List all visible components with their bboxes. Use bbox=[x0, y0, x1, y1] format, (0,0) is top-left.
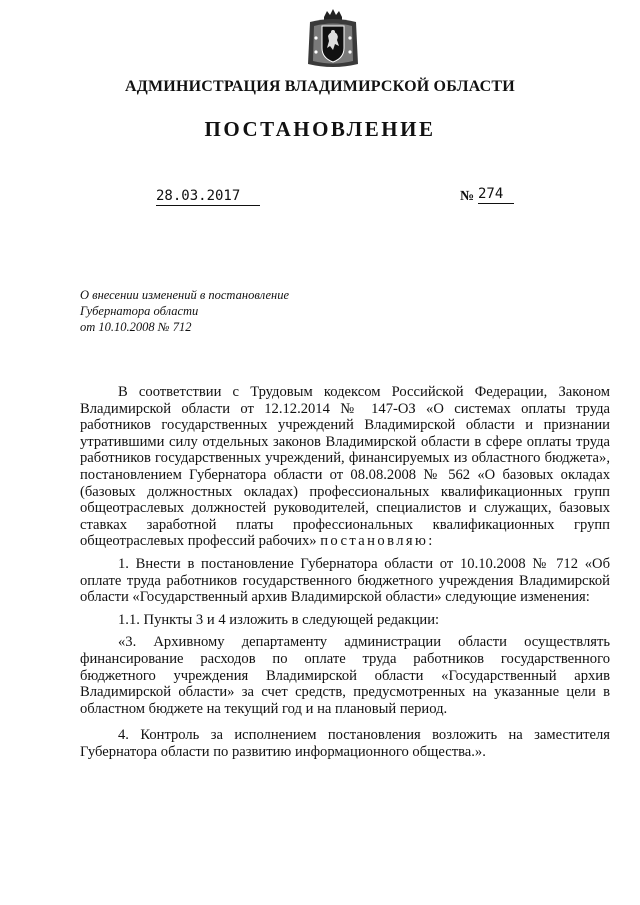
preamble-paragraph bbox=[80, 384, 610, 550]
document-number: 274 bbox=[478, 186, 514, 204]
coat-of-arms-icon bbox=[306, 8, 360, 72]
subject-line: от 10.10.2008 № 712 bbox=[80, 320, 192, 334]
document-body bbox=[80, 384, 610, 760]
paragraph-4: 4. Контроль за исполнением постановления возложить на заместителя Губернатора области по развитию информационного общества.». bbox=[80, 727, 610, 760]
organization-title: АДМИНИСТРАЦИЯ ВЛАДИМИРСКОЙ ОБЛАСТИ bbox=[125, 78, 515, 95]
paragraph-1-1: 1.1. Пункты 3 и 4 изложить в следующей редакции: bbox=[118, 611, 440, 628]
subject-line: Губернатора области bbox=[80, 304, 199, 318]
subject-line: О внесении изменений в постановление bbox=[80, 288, 290, 302]
paragraph-1: 1. Внести в постановление Губернатора области от 10.10.2008 № 712 «Об оплате труда работников государственного бюджетного учреждения Владимирской области «Государственный архив Владимирской области» следующие изменения: bbox=[80, 555, 610, 606]
decree-word: постановляю: bbox=[320, 533, 435, 550]
document-type-title: ПОСТАНОВЛЕНИЕ bbox=[204, 117, 436, 141]
paragraph-3: «3. Архивному департаменту администрации области осуществлять финансирование расходов по оплате труда работников государственного бюджетного учреждения Владимирской области «Государственный архив Владимирской области» за счет средств, предусмотренных на указанные цели в областном бюджете на текущий год и на плановый период. bbox=[80, 634, 610, 717]
document-subject bbox=[80, 287, 380, 335]
preamble-text: В соответствии с Трудовым кодексом Российской Федерации, Законом Владимирской области от 12.12.2014 № 147-ОЗ «О системах оплаты труда работников государственных учреждений Владимирской области и признании утратившими силу отдельных законов Владимирской области в сфере оплаты труда работников государственных учреждений, финансируемых из областного бюджета», постановлением Губернатора области от 08.08.2008 № 562 «О базовых окладах (базовых должностных окладах) профессиональных квалификационных групп общеотраслевых должностей руководителей, специалистов и служащих, базовых ставках заработной платы профессиональных квалификационных групп общеотраслевых профессий рабочих» bbox=[80, 384, 610, 550]
document-number-label: № bbox=[460, 189, 475, 204]
document-date: 28.03.2017 bbox=[156, 188, 260, 206]
